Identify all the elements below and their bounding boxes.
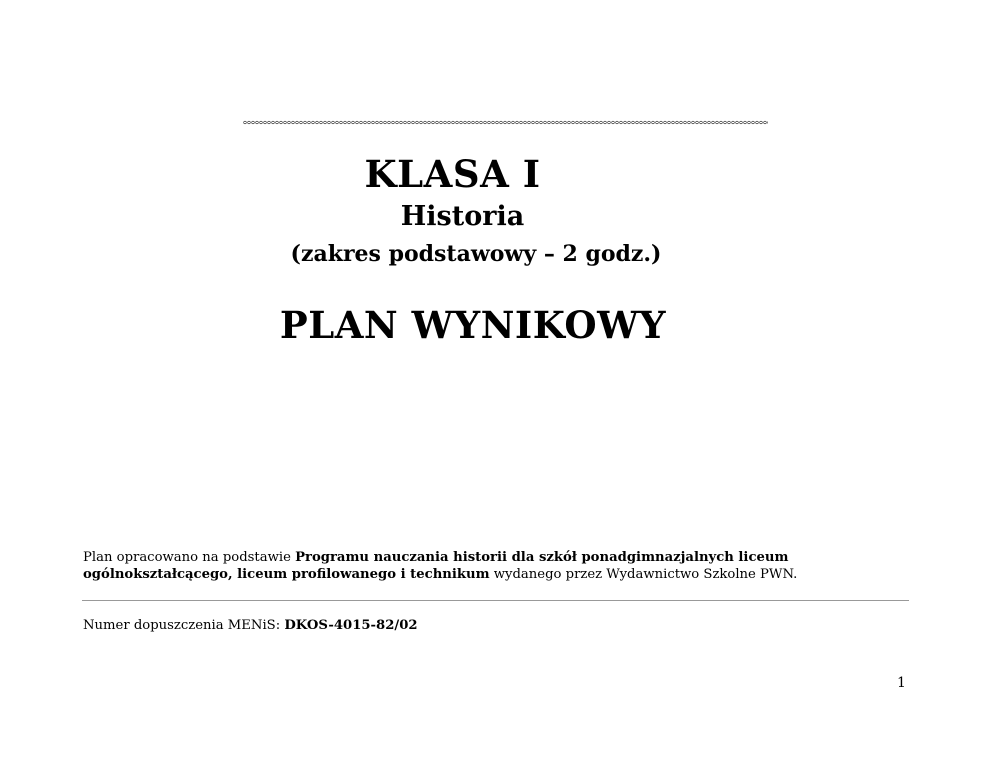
approval-number: DKOS-4015-82/02 <box>284 618 418 633</box>
basis-lead: Plan opracowano na podstawie <box>83 550 296 565</box>
class-heading: KLASA I <box>364 152 541 196</box>
dotted-separator <box>243 119 768 126</box>
scope-subtitle: (zakres podstawowy – 2 godz.) <box>290 241 662 267</box>
basis-paragraph <box>83 549 823 583</box>
basis-tail: wydanego przez Wydawnictwo Szkolne PWN. <box>489 567 798 582</box>
approval-label: Numer dopuszczenia MENiS: <box>83 618 285 633</box>
program-name: Programu nauczania historii dla szkół ponadgimnazjalnych liceum ogólnokształcącego, liceum profilowanego i technikum <box>83 550 789 582</box>
approval-line <box>83 618 418 633</box>
page-number: 1 <box>897 675 906 691</box>
subject-heading: Historia <box>400 201 525 232</box>
horizontal-rule <box>82 600 909 601</box>
plan-title: PLAN WYNIKOWY <box>279 303 667 347</box>
